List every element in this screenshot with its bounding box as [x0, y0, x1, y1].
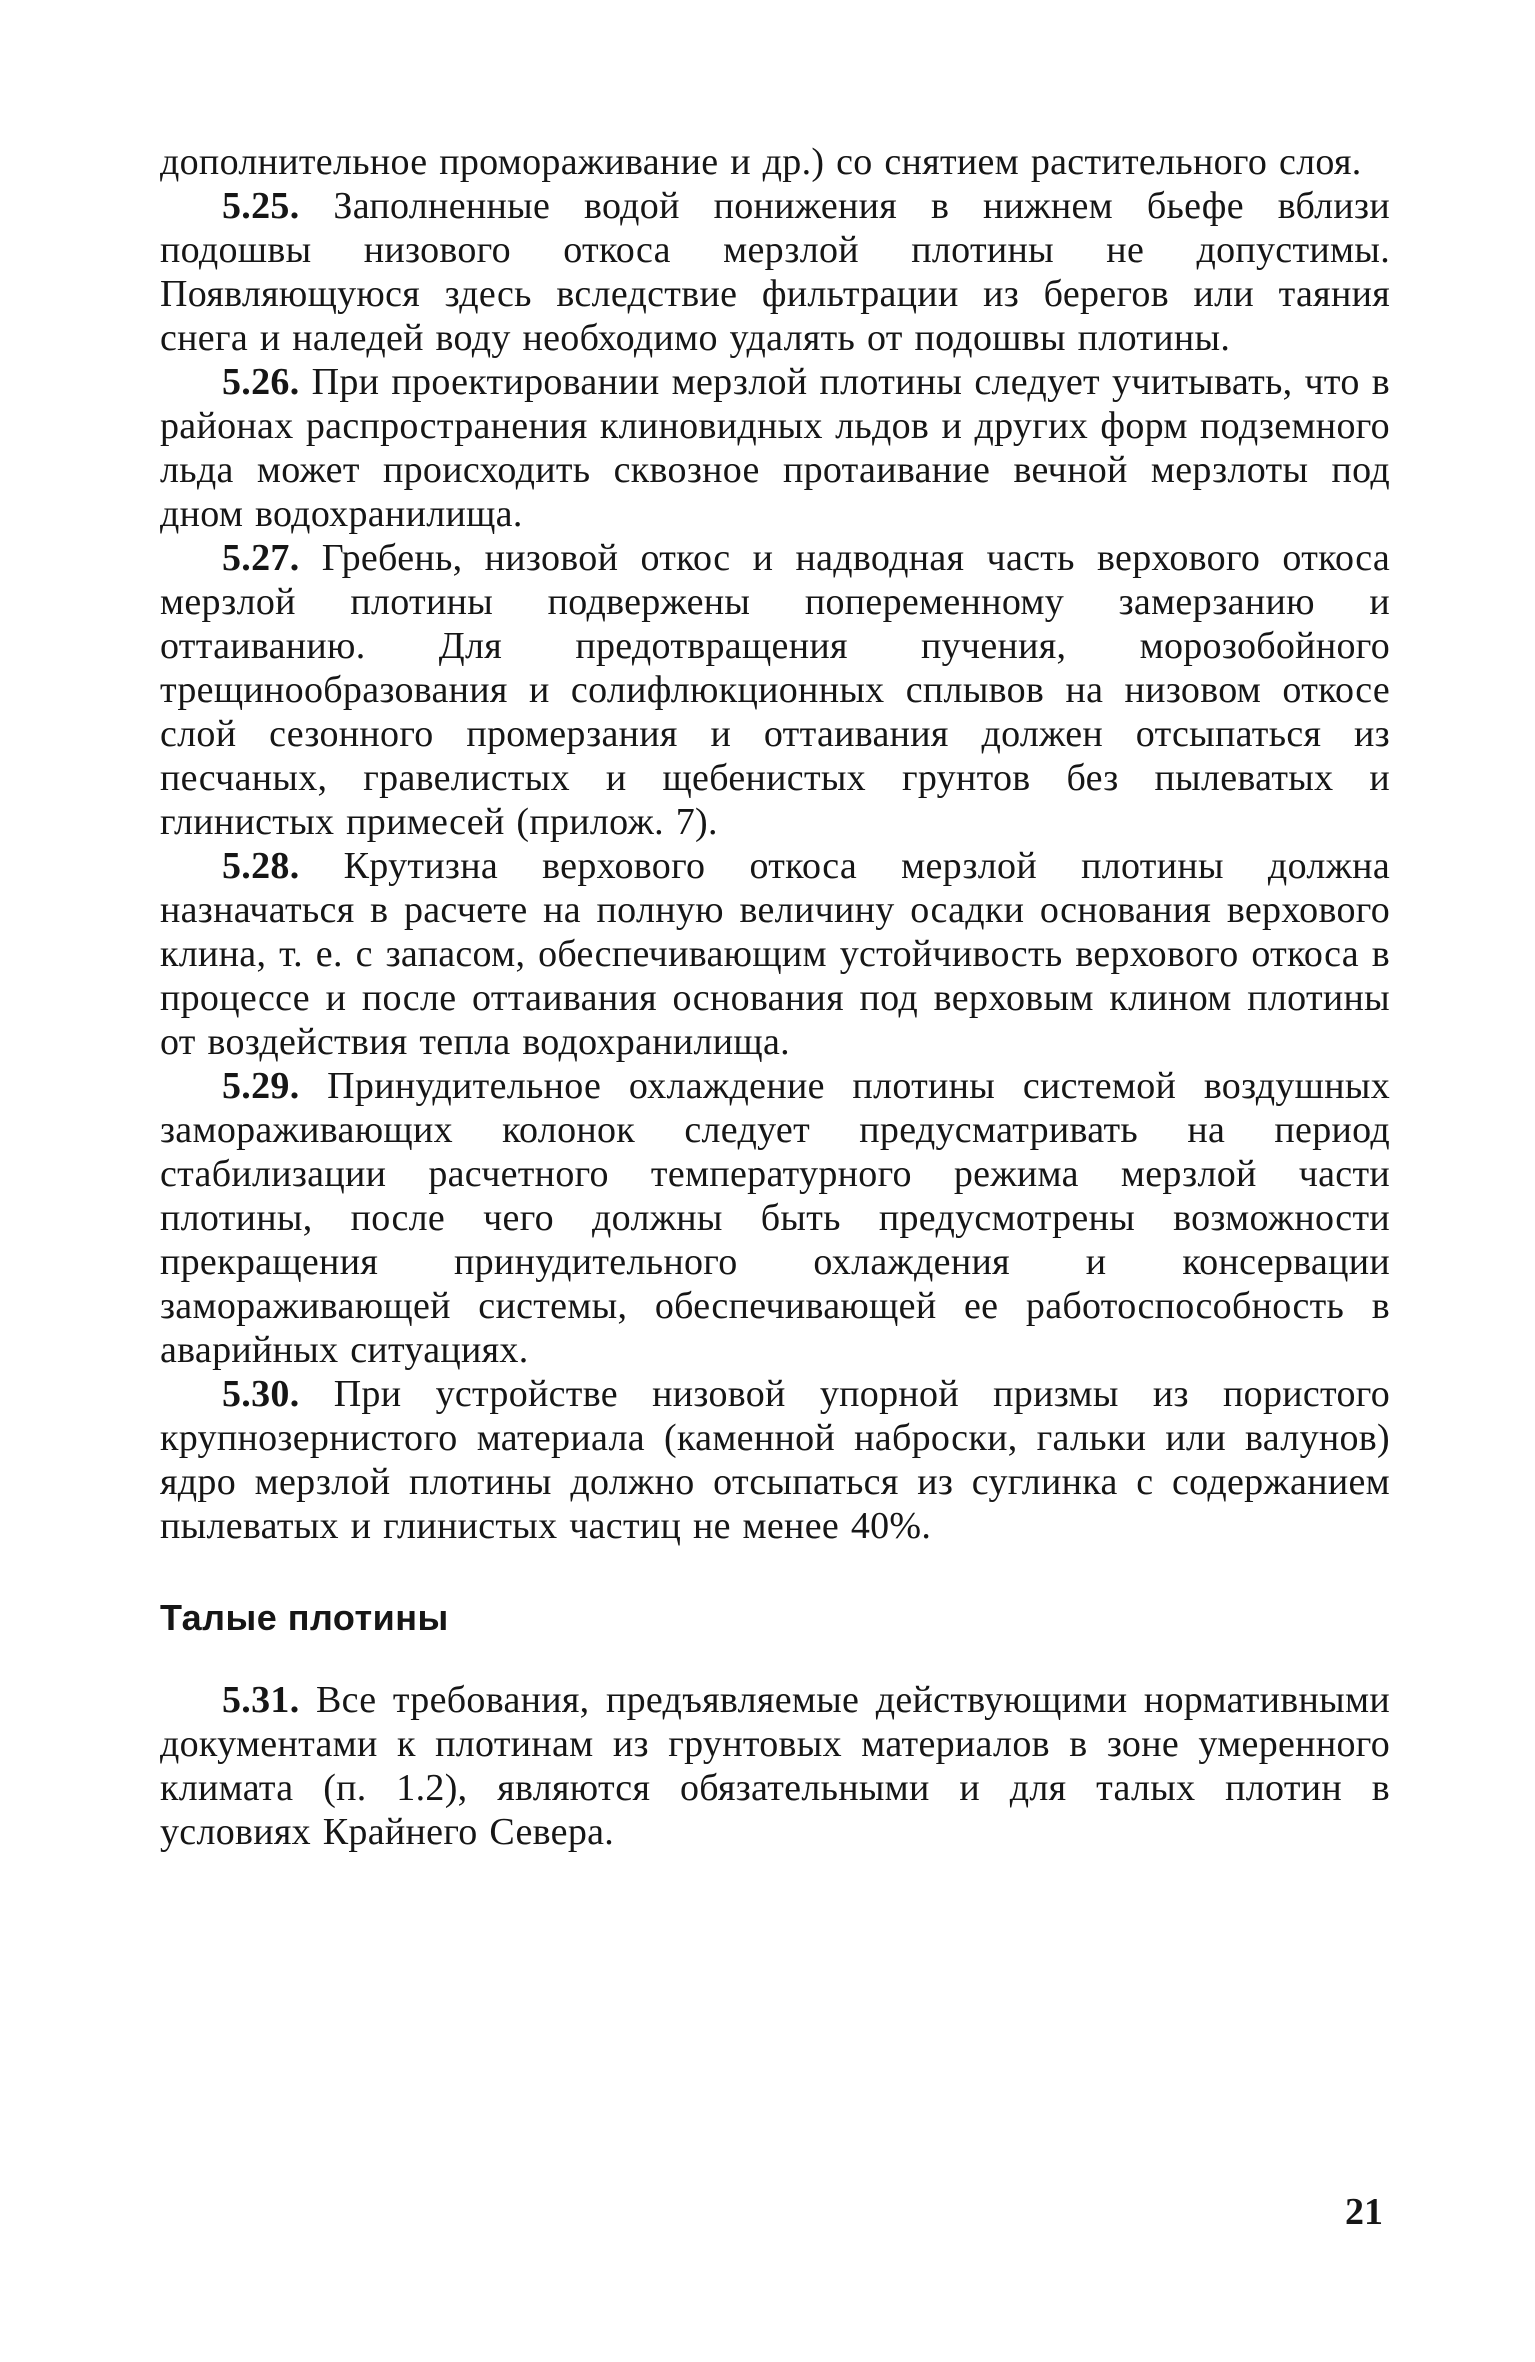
page-number: 21 [1345, 2191, 1383, 2233]
paragraph-number: 5.29. [222, 1065, 300, 1107]
paragraph-number: 5.31. [222, 1679, 300, 1721]
paragraph-number: 5.27. [222, 537, 300, 579]
paragraph-5-26 [160, 360, 1390, 536]
document-page [160, 140, 1390, 1854]
paragraph-continuation [160, 140, 1390, 184]
paragraph-number: 5.30. [222, 1373, 300, 1415]
paragraph-text: Крутизна верхового откоса мерзлой плотины должна назначаться в расчете на полную величину осадки основания верхового клина, т. е. с запасом, обеспечивающим устойчивость верхового откоса в процессе и после оттаивания основания под верховым клином плотины от воздействия тепла водохранилища. [160, 845, 1390, 1063]
paragraph-text: При устройстве низовой упорной призмы из пористого крупнозернистого материала (каменной наброски, гальки или валунов) ядро мерзлой плотины должно отсыпаться из суглинка с содержанием пылеватых и глинистых частиц не менее 40%. [160, 1373, 1390, 1547]
paragraph-5-31 [160, 1678, 1390, 1854]
paragraph-text: Все требования, предъявляемые действующими нормативными документами к плотинам из грунтовых материалов в зоне умеренного климата (п. 1.2), являются обязательными и для талых плотин в условиях Крайнего Севера. [160, 1679, 1390, 1853]
paragraph-5-25 [160, 184, 1390, 360]
paragraph-5-30 [160, 1372, 1390, 1548]
paragraph-number: 5.26. [222, 361, 300, 403]
paragraph-5-29 [160, 1064, 1390, 1372]
section-heading: Талые плотины [160, 1597, 449, 1638]
paragraph-text: Принудительное охлаждение плотины системой воздушных замораживающих колонок следует предусматривать на период стабилизации расчетного температурного режима мерзлой части плотины, после чего должны быть предусмотрены возможности прекращения принудительного охлаждения и консервации замораживающей системы, обеспечивающей ее работоспособность в аварийных ситуациях. [160, 1065, 1390, 1371]
paragraph-text: Гребень, низовой откос и надводная часть верхового откоса мерзлой плотины подвержены попеременному замерзанию и оттаиванию. Для предотвращения пучения, морозобойного трещинообразования и солифлюкционных сплывов на низовом откосе слой сезонного промерзания и оттаивания должен отсыпаться из песчаных, гравелистых и щебенистых грунтов без пылеватых и глинистых примесей (прилож. 7). [160, 537, 1390, 843]
paragraph-text: дополнительное промораживание и др.) со снятием растительного слоя. [160, 141, 1362, 183]
paragraph-number: 5.25. [222, 185, 300, 227]
paragraph-text: При проектировании мерзлой плотины следует учитывать, что в районах распространения клиновидных льдов и других форм подземного льда может происходить сквозное протаивание вечной мерзлоты под дном водохранилища. [160, 361, 1390, 535]
paragraph-text: Заполненные водой понижения в нижнем бьефе вблизи подошвы низового откоса мерзлой плотины не допустимы. Появляющуюся здесь вследствие фильтрации из берегов или таяния снега и наледей воду необходимо удалять от подошвы плотины. [160, 185, 1390, 359]
paragraph-5-28 [160, 844, 1390, 1064]
paragraph-5-27 [160, 536, 1390, 844]
paragraph-number: 5.28. [222, 845, 300, 887]
